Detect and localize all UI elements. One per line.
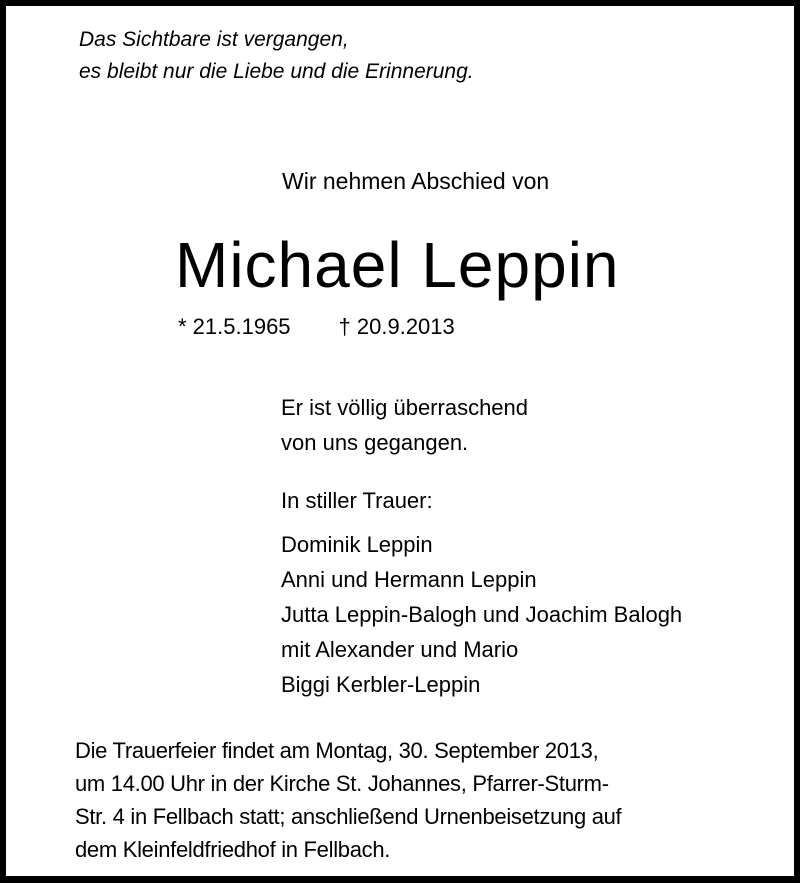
obituary-notice: [6, 6, 794, 876]
mourner-name: Biggi Kerbler-Leppin: [281, 672, 481, 697]
message-text: [281, 390, 528, 460]
message-line: von uns gegangen.: [281, 430, 469, 455]
motto-line: es bleibt nur die Liebe und die Erinnerung.: [79, 60, 474, 83]
message-line: Er ist völlig überraschend: [281, 395, 529, 420]
funeral-details: [75, 734, 621, 866]
mourner-name: Anni und Hermann Leppin: [281, 567, 537, 592]
mourner-name: Dominik Leppin: [281, 532, 433, 557]
funeral-line: Str. 4 in Fellbach statt; anschließend Urnenbeisetzung auf: [75, 804, 622, 829]
motto-line: Das Sichtbare ist vergangen,: [79, 28, 349, 51]
mourning-heading: In stiller Trauer:: [281, 488, 433, 513]
birth-date: * 21.5.1965: [178, 314, 291, 339]
mourner-name: Jutta Leppin-Balogh und Joachim Balogh: [281, 602, 683, 627]
deceased-name: Michael Leppin: [175, 229, 620, 301]
intro-text: Wir nehmen Abschied von: [282, 168, 550, 194]
funeral-line: um 14.00 Uhr in der Kirche St. Johannes, Pfarrer-Sturm-: [75, 771, 609, 796]
mourner-name: mit Alexander und Mario: [281, 637, 519, 662]
funeral-line: dem Kleinfeldfriedhof in Fellbach.: [75, 837, 391, 862]
mourners-list: [281, 527, 682, 702]
death-date: † 20.9.2013: [338, 314, 455, 339]
funeral-line: Die Trauerfeier findet am Montag, 30. September 2013,: [75, 738, 599, 763]
life-dates: [178, 314, 455, 340]
motto-quote: [79, 24, 474, 88]
